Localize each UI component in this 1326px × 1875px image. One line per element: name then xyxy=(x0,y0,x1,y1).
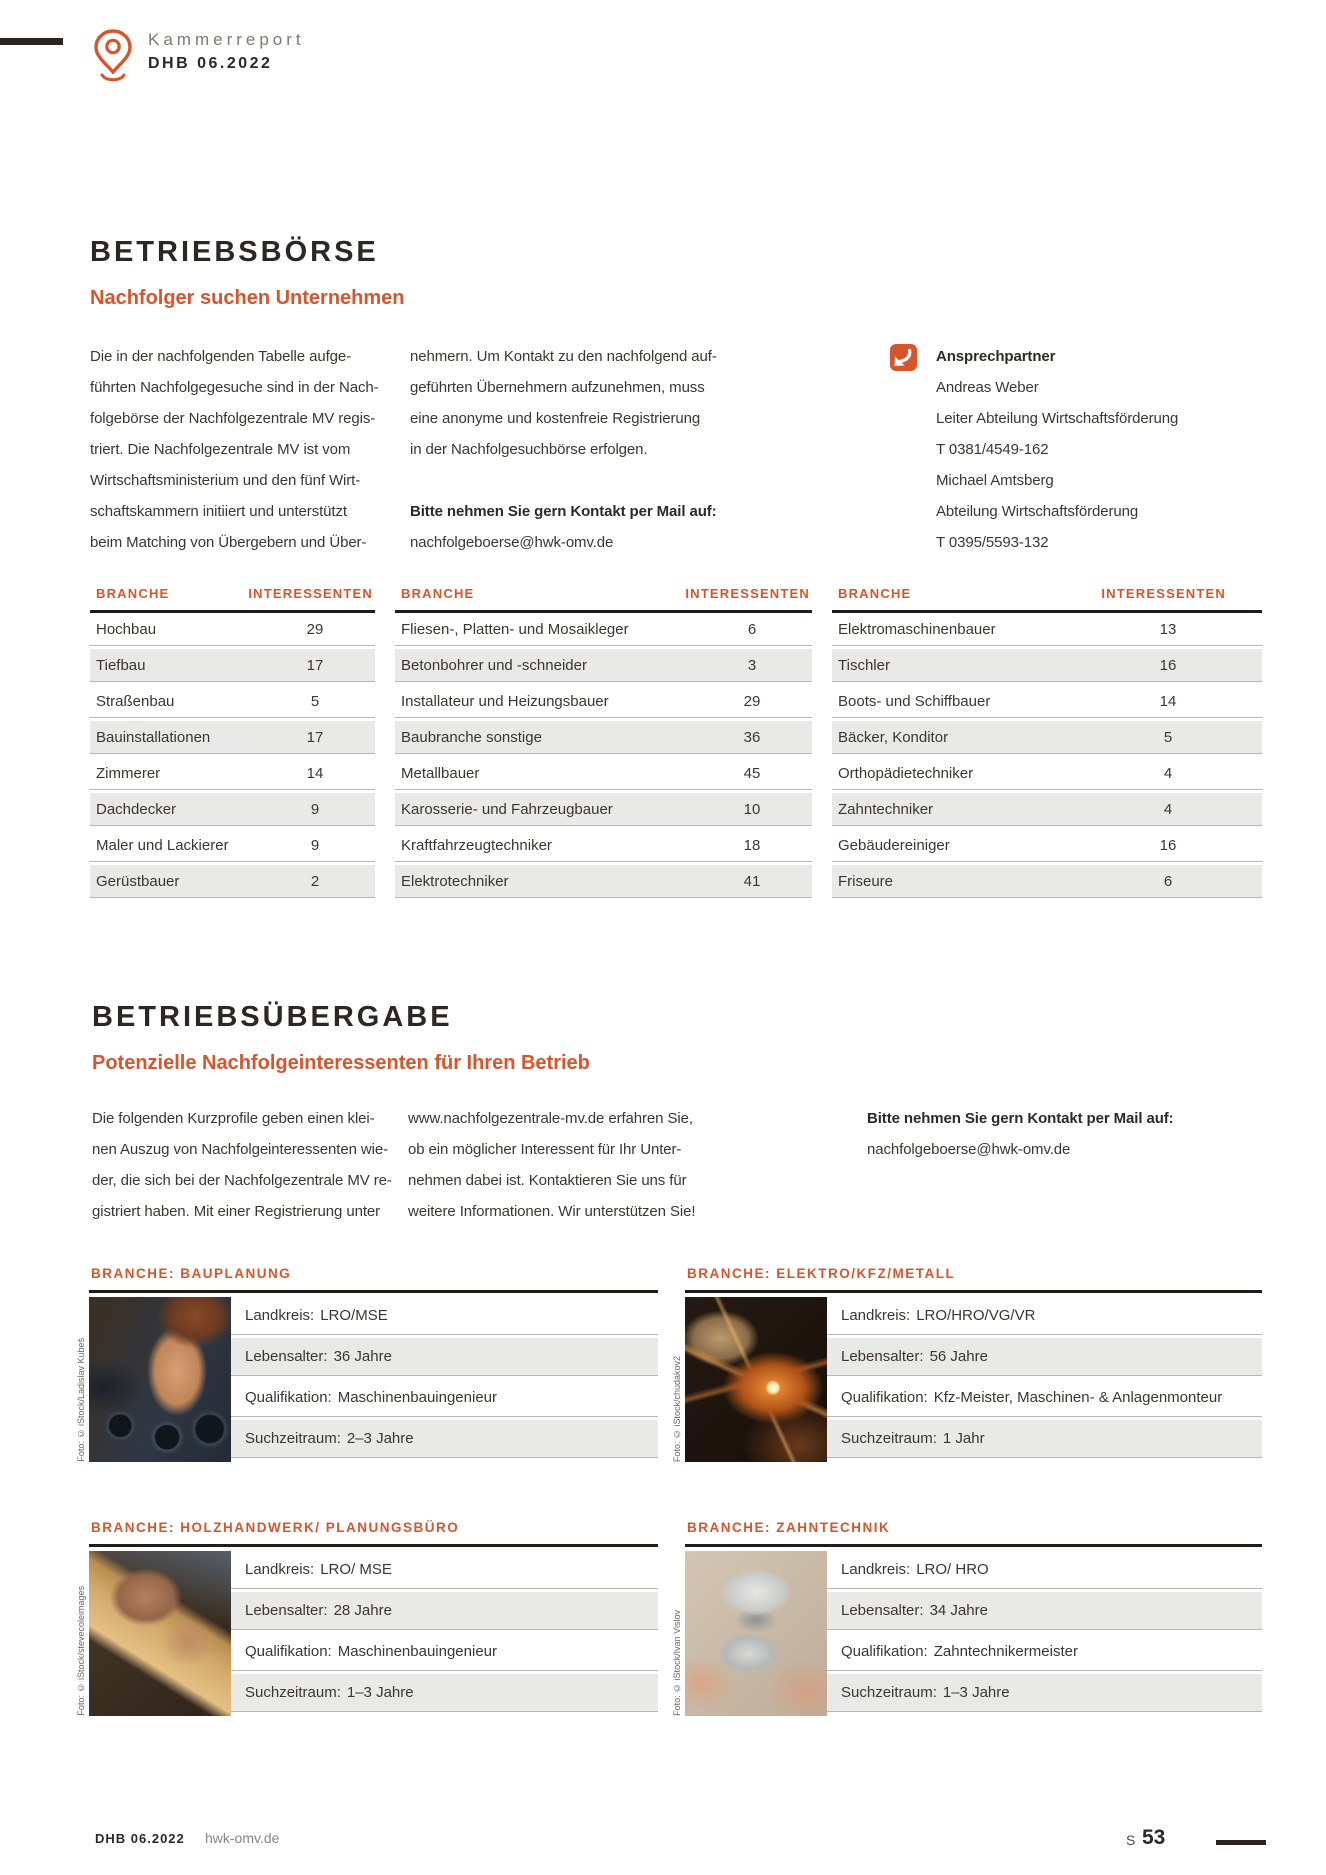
card-row xyxy=(827,1551,1262,1589)
branche-cell: Fliesen-, Platten- und Mosaikleger xyxy=(401,620,629,638)
interessenten-cell: 14 xyxy=(1159,692,1177,710)
text-block xyxy=(410,341,717,465)
interessenten-cell: 17 xyxy=(306,728,324,746)
interessenten-cell: 17 xyxy=(306,656,324,674)
text-line: gistriert haben. Mit einer Registrierung unter xyxy=(92,1203,381,1220)
branche-cell: Straßenbau xyxy=(96,692,175,710)
card-rule xyxy=(89,1544,658,1547)
table-row xyxy=(90,793,375,826)
profile-card-holzhandwerk xyxy=(76,1520,658,1716)
table-row xyxy=(90,865,375,898)
text-line: schaftskammern initiiert und unterstützt xyxy=(90,503,347,520)
interessenten-cell: 2 xyxy=(310,872,320,890)
interessenten-cell: 9 xyxy=(310,800,320,818)
interessenten-cell: 10 xyxy=(743,800,761,818)
table-header xyxy=(832,586,1262,613)
text-line: ob ein möglicher Interessent für Ihr Unter- xyxy=(408,1141,682,1158)
row-value: 1–3 Jahre xyxy=(942,1684,1010,1701)
text-line: geführten Übernehmern aufzunehmen, muss xyxy=(410,379,705,396)
photo-credit: Foto: © iStock/stevecoleimages xyxy=(76,1586,86,1716)
branche-cell: Tiefbau xyxy=(96,656,146,674)
section2-title: BETRIEBSÜBERGABE xyxy=(92,1001,453,1033)
section1-contact-column xyxy=(936,341,1178,558)
table-row xyxy=(832,721,1262,754)
branche-cell: Kraftfahrzeugtechniker xyxy=(401,836,552,854)
row-value: Zahntechnikermeister xyxy=(933,1643,1078,1660)
table-group-1 xyxy=(90,586,375,901)
interessenten-cell: 16 xyxy=(1159,656,1177,674)
interessenten-cell: 29 xyxy=(306,620,324,638)
contact-line: Leiter Abteilung Wirtschaftsförderung xyxy=(936,410,1179,427)
branche-cell: Elektrotechniker xyxy=(401,872,509,890)
card-row xyxy=(231,1592,658,1630)
card-heading: BRANCHE: HOLZHANDWERK/ PLANUNGSBÜRO xyxy=(91,1520,460,1535)
branche-cell: Dachdecker xyxy=(96,800,177,818)
row-value: 56 Jahre xyxy=(929,1348,988,1365)
branche-cell: Baubranche sonstige xyxy=(401,728,542,746)
table-row xyxy=(90,613,375,646)
spacer xyxy=(410,465,717,496)
card-rule xyxy=(685,1290,1262,1293)
row-label: Qualifikation: xyxy=(841,1643,928,1660)
branche-cell: Betonbohrer und -schneider xyxy=(401,656,587,674)
holzhandwerk-photo xyxy=(89,1551,231,1716)
branche-cell: Hochbau xyxy=(96,620,157,638)
branche-cell: Zimmerer xyxy=(96,764,161,782)
text-line: Wirtschaftsministerium und den fünf Wirt- xyxy=(90,472,361,489)
table-body xyxy=(395,613,812,898)
table-row xyxy=(395,721,812,754)
table-row xyxy=(90,757,375,790)
row-value: LRO/ MSE xyxy=(320,1561,392,1578)
branche-cell: Elektromaschinenbauer xyxy=(838,620,996,638)
footer-issue: DHB 06.2022 xyxy=(95,1831,185,1846)
footer-website: hwk-omv.de xyxy=(205,1830,280,1846)
table-row xyxy=(395,685,812,718)
share-arrow-icon xyxy=(890,344,917,371)
card-row xyxy=(827,1674,1262,1712)
text-line: der, die sich bei der Nachfolgezentrale MV re- xyxy=(92,1172,392,1189)
card-row xyxy=(827,1592,1262,1630)
profile-card-elektro-kfz-metall xyxy=(672,1266,1262,1462)
table-row xyxy=(832,757,1262,790)
section1-subtitle: Nachfolger suchen Unternehmen xyxy=(90,287,405,309)
text-line: nen Auszug von Nachfolgeinteressenten wie- xyxy=(92,1141,388,1158)
branche-cell: Tischler xyxy=(838,656,890,674)
row-label: Lebensalter: xyxy=(841,1348,924,1365)
interessenten-cell: 29 xyxy=(743,692,761,710)
card-row xyxy=(827,1297,1262,1335)
text-line: triert. Die Nachfolgezentrale MV ist vom xyxy=(90,441,351,458)
interessenten-cell: 6 xyxy=(747,620,757,638)
row-value: 1 Jahr xyxy=(942,1430,985,1447)
branche-cell: Boots- und Schiffbauer xyxy=(838,692,991,710)
footer-rule xyxy=(1216,1840,1266,1845)
interessenten-cell: 36 xyxy=(743,728,761,746)
row-label: Landkreis: xyxy=(841,1307,911,1324)
contact-email: nachfolgeboerse@hwk-omv.de xyxy=(867,1141,1071,1158)
card-rule xyxy=(685,1544,1262,1547)
footer-page-prefix: S xyxy=(1126,1832,1136,1848)
contact-line: Michael Amtsberg xyxy=(936,472,1054,489)
text-line: in der Nachfolgesuchbörse erfolgen. xyxy=(410,441,648,458)
table-row xyxy=(832,649,1262,682)
section2-contact-column xyxy=(867,1103,1174,1165)
row-label: Landkreis: xyxy=(245,1307,315,1324)
text-line: Die folgenden Kurzprofile geben einen klei- xyxy=(92,1110,375,1127)
table-row xyxy=(395,757,812,790)
card-row xyxy=(231,1420,658,1458)
interessenten-cell: 16 xyxy=(1159,836,1177,854)
row-value: Maschinenbauingenieur xyxy=(337,1643,497,1660)
interessenten-cell: 4 xyxy=(1163,800,1173,818)
column-header-interessenten: INTERESSENTEN xyxy=(1101,586,1226,601)
interessenten-cell: 14 xyxy=(306,764,324,782)
row-label: Landkreis: xyxy=(245,1561,315,1578)
row-label: Suchzeitraum: xyxy=(245,1684,341,1701)
branche-cell: Maler und Lackierer xyxy=(96,836,229,854)
section1-column1 xyxy=(90,341,378,558)
row-value: LRO/MSE xyxy=(320,1307,388,1324)
branche-cell: Karosserie- und Fahrzeugbauer xyxy=(401,800,613,818)
contact-line: Abteilung Wirtschaftsförderung xyxy=(936,503,1139,520)
row-label: Qualifikation: xyxy=(841,1389,928,1406)
column-header-branche: BRANCHE xyxy=(96,586,170,601)
table-row xyxy=(832,685,1262,718)
table-row xyxy=(90,685,375,718)
interessenten-cell: 45 xyxy=(743,764,761,782)
table-header xyxy=(395,586,812,613)
card-row xyxy=(827,1420,1262,1458)
photo-credit: Foto: © iStock/chudakov2 xyxy=(672,1355,682,1462)
table-row xyxy=(395,865,812,898)
card-heading: BRANCHE: ZAHNTECHNIK xyxy=(687,1520,891,1535)
table-row xyxy=(395,829,812,862)
card-row xyxy=(231,1338,658,1376)
row-value: 36 Jahre xyxy=(333,1348,392,1365)
branche-cell: Metallbauer xyxy=(401,764,480,782)
table-row xyxy=(832,793,1262,826)
section1-title: BETRIEBSBÖRSE xyxy=(90,236,379,268)
row-label: Suchzeitraum: xyxy=(841,1430,937,1447)
card-heading: BRANCHE: BAUPLANUNG xyxy=(91,1266,292,1281)
branche-cell: Friseure xyxy=(838,872,894,890)
table-row xyxy=(395,793,812,826)
card-row xyxy=(231,1297,658,1335)
interessenten-cell: 5 xyxy=(1163,728,1173,746)
card-heading: BRANCHE: ELEKTRO/KFZ/METALL xyxy=(687,1266,956,1281)
row-label: Lebensalter: xyxy=(245,1602,328,1619)
row-label: Landkreis: xyxy=(841,1561,911,1578)
row-label: Qualifikation: xyxy=(245,1643,332,1660)
branche-cell: Gebäudereiniger xyxy=(838,836,950,854)
branche-cell: Installateur und Heizungsbauer xyxy=(401,692,609,710)
text-line: folgebörse der Nachfolgezentrale MV regis- xyxy=(90,410,376,427)
row-value: LRO/HRO/VG/VR xyxy=(916,1307,1036,1324)
card-row xyxy=(827,1379,1262,1417)
table-body xyxy=(90,613,375,898)
interessenten-cell: 41 xyxy=(743,872,761,890)
section2-column1 xyxy=(92,1103,392,1227)
table-row xyxy=(90,721,375,754)
contact-lines xyxy=(936,372,1178,558)
row-label: Qualifikation: xyxy=(245,1389,332,1406)
text-line: nehmern. Um Kontakt zu den nachfolgend auf- xyxy=(410,348,717,365)
column-header-interessenten: INTERESSENTEN xyxy=(685,586,810,601)
row-value: 34 Jahre xyxy=(929,1602,988,1619)
interessenten-cell: 4 xyxy=(1163,764,1173,782)
location-pin-icon xyxy=(92,28,134,82)
card-row xyxy=(231,1674,658,1712)
row-value: 28 Jahre xyxy=(333,1602,392,1619)
top-rule xyxy=(0,38,63,45)
contact-callout: Bitte nehmen Sie gern Kontakt per Mail auf: xyxy=(410,503,717,520)
table-group-3 xyxy=(832,586,1262,901)
branche-cell: Orthopädietechniker xyxy=(838,764,974,782)
section2-subtitle: Potenzielle Nachfolgeinteressenten für Ihren Betrieb xyxy=(92,1052,590,1074)
row-label: Lebensalter: xyxy=(841,1602,924,1619)
contact-heading: Ansprechpartner xyxy=(936,348,1056,365)
table-body xyxy=(832,613,1262,898)
bauplanung-photo xyxy=(89,1297,231,1462)
interessenten-cell: 6 xyxy=(1163,872,1173,890)
zahntechnik-photo xyxy=(685,1551,827,1716)
contact-callout: Bitte nehmen Sie gern Kontakt per Mail auf: xyxy=(867,1110,1174,1127)
card-rows xyxy=(827,1297,1262,1461)
elektro-kfz-metall-photo xyxy=(685,1297,827,1462)
table-header xyxy=(90,586,375,613)
table-group-2 xyxy=(395,586,812,901)
photo-credit: Foto: © iStock/Ladislav Kubeš xyxy=(76,1338,86,1462)
contact-line: T 0381/4549-162 xyxy=(936,441,1049,458)
contact-line: Andreas Weber xyxy=(936,379,1039,396)
interessenten-cell: 18 xyxy=(743,836,761,854)
row-label: Lebensalter: xyxy=(245,1348,328,1365)
column-header-branche: BRANCHE xyxy=(401,586,475,601)
card-row xyxy=(231,1633,658,1671)
contact-email: nachfolgeboerse@hwk-omv.de xyxy=(410,534,614,551)
row-value: Maschinenbauingenieur xyxy=(337,1389,497,1406)
text-line: nehmen dabei ist. Kontaktieren Sie uns für xyxy=(408,1172,687,1189)
column-header-interessenten: INTERESSENTEN xyxy=(248,586,373,601)
table-row xyxy=(90,649,375,682)
text-line: Die in der nachfolgenden Tabelle aufge- xyxy=(90,348,352,365)
text-line: beim Matching von Übergebern und Über- xyxy=(90,534,367,551)
card-row xyxy=(231,1379,658,1417)
interessenten-cell: 9 xyxy=(310,836,320,854)
table-row xyxy=(395,613,812,646)
card-rows xyxy=(231,1551,658,1715)
branche-cell: Bauinstallationen xyxy=(96,728,211,746)
text-line: führten Nachfolgegesuche sind in der Nach- xyxy=(90,379,379,396)
table-row xyxy=(832,613,1262,646)
text-line: eine anonyme und kostenfreie Registrierung xyxy=(410,410,701,427)
card-row xyxy=(827,1633,1262,1671)
branche-cell: Zahntechniker xyxy=(838,800,934,818)
card-rows xyxy=(231,1297,658,1461)
row-label: Suchzeitraum: xyxy=(841,1684,937,1701)
row-value: LRO/ HRO xyxy=(916,1561,989,1578)
text-line: www.nachfolgezentrale-mv.de erfahren Sie, xyxy=(408,1110,693,1127)
profile-card-zahntechnik xyxy=(672,1520,1262,1716)
table-row xyxy=(90,829,375,862)
interessenten-cell: 13 xyxy=(1159,620,1177,638)
card-row xyxy=(827,1338,1262,1376)
row-value: 2–3 Jahre xyxy=(346,1430,414,1447)
interessenten-cell: 3 xyxy=(747,656,757,674)
column-header-branche: BRANCHE xyxy=(838,586,912,601)
text-line: weitere Informationen. Wir unterstützen Sie! xyxy=(408,1203,696,1220)
section1-column2 xyxy=(410,341,717,558)
table-row xyxy=(832,829,1262,862)
masthead-report-title: Kammerreport xyxy=(148,30,305,49)
table-row xyxy=(832,865,1262,898)
interessenten-cell: 5 xyxy=(310,692,320,710)
branche-cell: Bäcker, Konditor xyxy=(838,728,949,746)
row-label: Suchzeitraum: xyxy=(245,1430,341,1447)
table-row xyxy=(395,649,812,682)
section2-column2 xyxy=(408,1103,695,1227)
masthead-issue: DHB 06.2022 xyxy=(148,55,273,72)
row-value: 1–3 Jahre xyxy=(346,1684,414,1701)
card-row xyxy=(231,1551,658,1589)
photo-credit: Foto: © iStock/Ivan Vislov xyxy=(672,1610,682,1716)
card-rule xyxy=(89,1290,658,1293)
branche-cell: Gerüstbauer xyxy=(96,872,180,890)
card-rows xyxy=(827,1551,1262,1715)
row-value: Kfz-Meister, Maschinen- & Anlagenmonteur xyxy=(933,1389,1223,1406)
contact-line: T 0395/5593-132 xyxy=(936,534,1049,551)
footer-page-number: 53 xyxy=(1142,1826,1166,1849)
profile-card-bauplanung xyxy=(76,1266,658,1462)
